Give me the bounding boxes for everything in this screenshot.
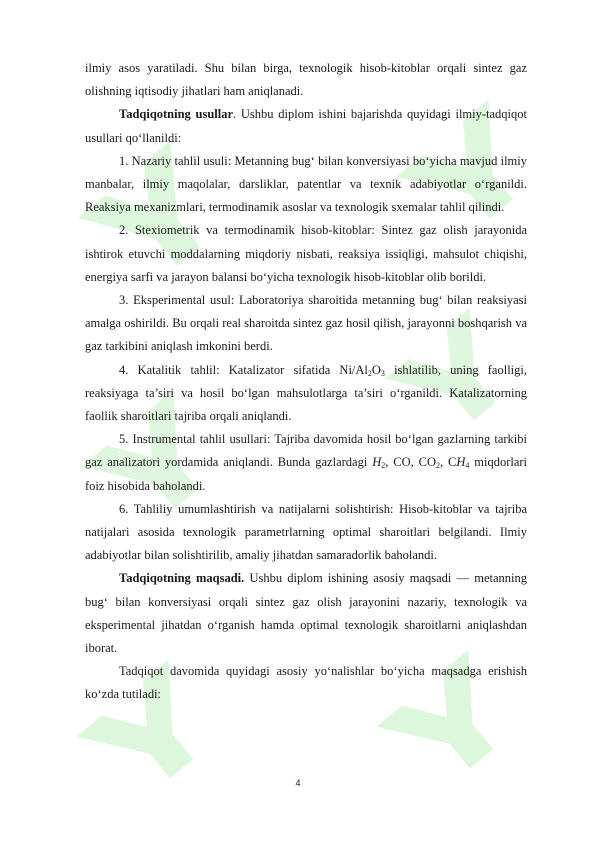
text-run: 6. Tahliliy umumlashtirish va natijalarni solishtirish: Hisob-kitoblar va tajriba natijalari asosida texnologik parametrlarning optimal sharoitlari belgilandi. Ilmiy adabiyotlar bilan solishtirilib, amaliy jihatdan samaradorlik baholandi.: [85, 501, 527, 563]
text-run: ilmiy asos yaratiladi. Shu bilan birga, texnologik hisob-kitoblar orqali sintez gaz olishning iqtisodiy jihatlari ham aniqlanadi.: [85, 61, 527, 99]
paragraph-p7: [85, 498, 527, 568]
paragraph-p1: [85, 103, 527, 149]
text-run: 3. Eksperimental usul: Laboratoriya sharoitida metanning bug‘ bilan reaksiyasi amalga oshirildi. Bu orqali real sharoitda sintez gaz hosil qilish, jarayonni boshqarish va gaz tarkibini aniqlash imkonini berdi.: [85, 293, 527, 354]
paragraph-p3: [85, 219, 527, 289]
text-run: 2. Stexiometrik va termodinamik hisob-kitoblar: Sintez gaz olish jarayonida ishtirok etuvchi moddalarning miqdoriy nisbati, reaksiya issiqligi, mahsulot chiqishi, energiya sarfi va jarayon balansi bo‘yicha texnologik hisob-kitoblar olib borildi.: [85, 223, 527, 284]
paragraph-p2: [85, 150, 527, 220]
text-run: 1. Nazariy tahlil usuli: Metanning bug‘ bilan konversiyasi bo‘yicha mavjud ilmiy manbalar, ilmiy maqolalar, darsliklar, patentlar va texnik adabiyotlar o‘rganildi. Reaksiya mexanizmlari, termodinamik asoslar va texnologik sxemalar tahlil qilindi.: [85, 153, 527, 215]
paragraph-p4: [85, 289, 527, 359]
paragraph-p6: [85, 428, 527, 498]
text-run: miqdorlari foiz hisobida baholandi.: [85, 455, 528, 493]
text-run: H: [372, 455, 382, 470]
text-run: , CO, CO: [385, 455, 436, 470]
page-number: 4: [295, 778, 301, 788]
paragraph-p5: [85, 359, 527, 429]
text-run: 3: [380, 368, 385, 378]
text-run: ishlatilib, uning faolligi, reaksiyaga ta’siri va hosil bo‘lgan mahsulotlarga ta’siri o‘rganildi. Katalizatorning faollik sharoitlari tajriba orqali aniqlandi.: [85, 362, 527, 424]
document-body: [85, 57, 527, 707]
paragraph-p8: [85, 567, 527, 660]
text-run: 5. Instrumental tahlil usullari: Tajriba davomida hosil bo‘lgan gazlarning tarkibi gaz analizatori yordamida aniqlandi. Bunda gazlardagi: [85, 432, 527, 470]
text-run: 2: [435, 461, 440, 471]
text-run: O: [371, 362, 381, 377]
text-run: Tadqiqot davomida quyidagi asosiy yo‘nalishlar bo‘yicha maqsadga erishish ko‘zda tutiladi:: [85, 664, 527, 702]
text-run: Tadqiqotning maqsadi.: [119, 571, 245, 586]
text-run: Ushbu diplom ishining asosiy maqsadi — metanning bug‘ bilan konversiyasi orqali sintez gaz olish jarayonini nazariy, texnologik va eksperimental jihatdan o‘rganish hamda optimal texnologik sharoitlarni aniqlashdan iborat.: [85, 571, 527, 656]
text-run: 2: [381, 461, 386, 471]
text-run: . Ushbu diplom ishini bajarishda quyidagi ilmiy-tadqiqot usullari qo‘llanildi:: [85, 107, 527, 145]
text-run: , C: [439, 455, 457, 470]
paragraph-p0: [85, 57, 527, 103]
text-run: 4. Katalitik tahlil: Katalizator sifatida Ni/Al: [119, 362, 368, 377]
text-run: H: [456, 455, 466, 470]
text-run: 2: [367, 368, 372, 378]
text-run: Tadqiqotning usullar: [119, 107, 234, 122]
paragraph-p9: [85, 660, 527, 706]
text-run: 4: [465, 461, 470, 471]
